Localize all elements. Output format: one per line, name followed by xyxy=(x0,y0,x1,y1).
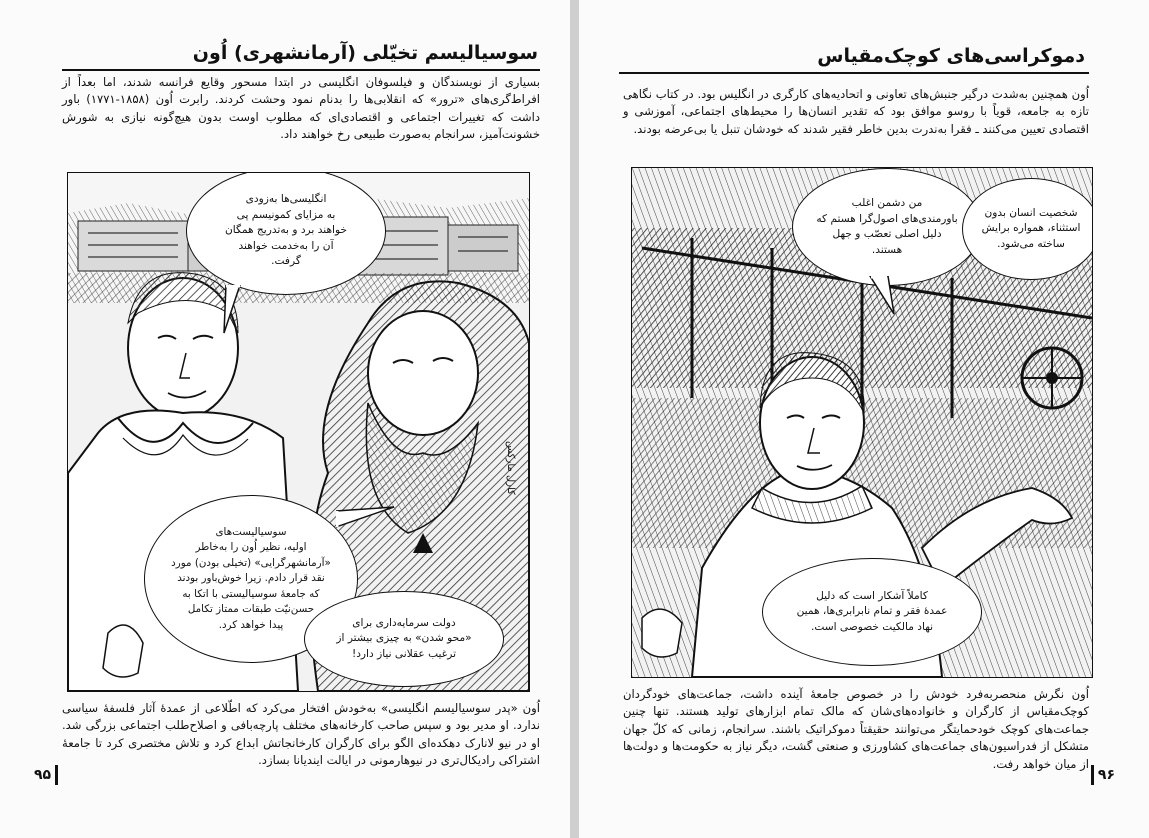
speech-bubble-owen-dogma-tail xyxy=(864,276,904,316)
speech-bubble-owen: انگلیسی‌ها به‌زودی به مزایای کمونیسم پی خواهند برد و به‌تدریج همگان آن را به‌خدمت خواهند گرفت. xyxy=(186,172,386,295)
page-number-right xyxy=(1091,765,1115,785)
page-number-left-bar xyxy=(55,765,58,785)
left-intro-paragraph: بسیاری از نویسندگان و فیلسوفان انگلیسی در ابتدا مسحور وقایع فرانسه شدند، اما بعداً از افراط‌گری‌های «ترور» که انقلابی‌ها را بدنام نمود وحشت کردند. رابرت اُون (۱۸۵۸-۱۷۷۱) باور داشت که تغییرات اجتماعی و اقتصادی‌ای که مطلوب اوست بدون هیچ‌گونه نیازی به شورش خشونت‌آمیز، سرانجام به‌صورت طبیعی رخ خواهند داد. xyxy=(62,75,540,142)
right-outro-paragraph: اُون نگرش منحصربه‌فرد خودش را در خصوص جامعهٔ آینده داشت، جماعت‌های خودگردان کوچک‌مقیاس از کارگران و خانواده‌های‌شان که مالک تمام ابزارهای تولید هستند. تنها چنین جماعت‌های کوچک خودحمایتگر می‌توانند حقیقتاً دموکراتیک باشند. سرانجام، زمانی که کلّ جهان متشکل از فدراسیون‌های جماعت‌های کشاورزی و صنعتی گشت، دیگر نیاز به حکومت‌ها و دولت‌ها از میان خواهد رفت. xyxy=(623,687,1089,771)
speech-bubble-marx-critique: سوسیالیست‌های اولیه، نظیر اُون را به‌خاطر «آرمانشهرگرایی» (تخیلی بودن) مورد نقد قرار دادم. زیرا خوش‌باور بودند که جامعهٔ سوسیالیستی با اتکا به حسن‌نیّت طبقات ممتاز تکامل پیدا خواهد کرد. xyxy=(144,495,358,663)
page-number-right-text: ۹۶ xyxy=(1097,767,1115,783)
right-page-title: دموکراسی‌های کوچک‌مقیاس xyxy=(817,45,1085,67)
left-page-title: سوسیالیسم تخیّلی (آرمانشهری) اُون xyxy=(192,42,538,64)
right-comic-panel xyxy=(631,167,1093,678)
left-outro-paragraph: اُون «پدر سوسیالیسم انگلیسی» به‌خودش افتخار می‌کرد که اطّلاعی از عمدهٔ آثار فلسفهٔ سیاسی ندارد. او مدیر بود و سپس صاحب کارخانه‌های مختلف پارچه‌بافی و اصلاح‌طلب اجتماعی بزرگی شد. او در نیو لانارک دهکده‌ای الگو برای کارگران کارخانجاتش ابداع کرد و تلاش مختصری کرد تا جامعهٔ اشتراکی رادیکال‌تری در نیوهارمونی در ایالت ایندیانا بسازد. xyxy=(62,701,540,768)
speech-bubble-owen-dogma: من دشمن اغلب باورمندی‌های اصول‌گرا هستم که دلیل اصلی تعصّب و جهل هستند. xyxy=(792,168,982,286)
speech-bubble-marx-state: دولت سرمایه‌داری برای «محو شدن» به چیزی بیشتر از ترغیب عقلانی نیاز دارد! xyxy=(304,591,504,687)
right-title-rule xyxy=(619,72,1089,74)
page-number-left-text: ۹۵ xyxy=(34,767,52,783)
left-comic-panel xyxy=(67,172,530,692)
left-title-rule xyxy=(62,69,540,71)
book-gutter xyxy=(570,0,579,838)
page-number-left xyxy=(34,765,58,785)
karl-marx-label: کارل مارکس xyxy=(505,441,516,495)
speech-bubble-owen-character: شخصیت انسان بدون استثناء، همواره برایش ساخته می‌شود. xyxy=(962,178,1093,280)
right-page xyxy=(579,0,1149,838)
page-number-right-bar xyxy=(1091,765,1094,785)
speech-bubble-owen-property: کاملاً آشکار است که دلیل عمدهٔ فقر و تمام نابرابری‌ها، همین نهاد مالکیت خصوصی است. xyxy=(762,558,982,666)
left-page xyxy=(0,0,570,838)
speech-bubble-marx-critique-tail xyxy=(336,503,396,533)
speech-bubble-owen-tail xyxy=(218,285,258,335)
right-intro-paragraph: اُون همچنین به‌شدت درگیر جنبش‌های تعاونی و اتحادیه‌های کارگری در انگلیس بود. در کتاب نگاهی تازه به جامعه، قویاً با روسو موافق بود که تقدیر انسان‌ها را محیط‌های اجتماعی، آموزشی و اقتصادی تعیین می‌کنند ـ فقرا به‌ندرت بدین خاطر فقیر شدند که خودشان تنبل یا بی‌عرضه بودند. xyxy=(623,87,1089,136)
